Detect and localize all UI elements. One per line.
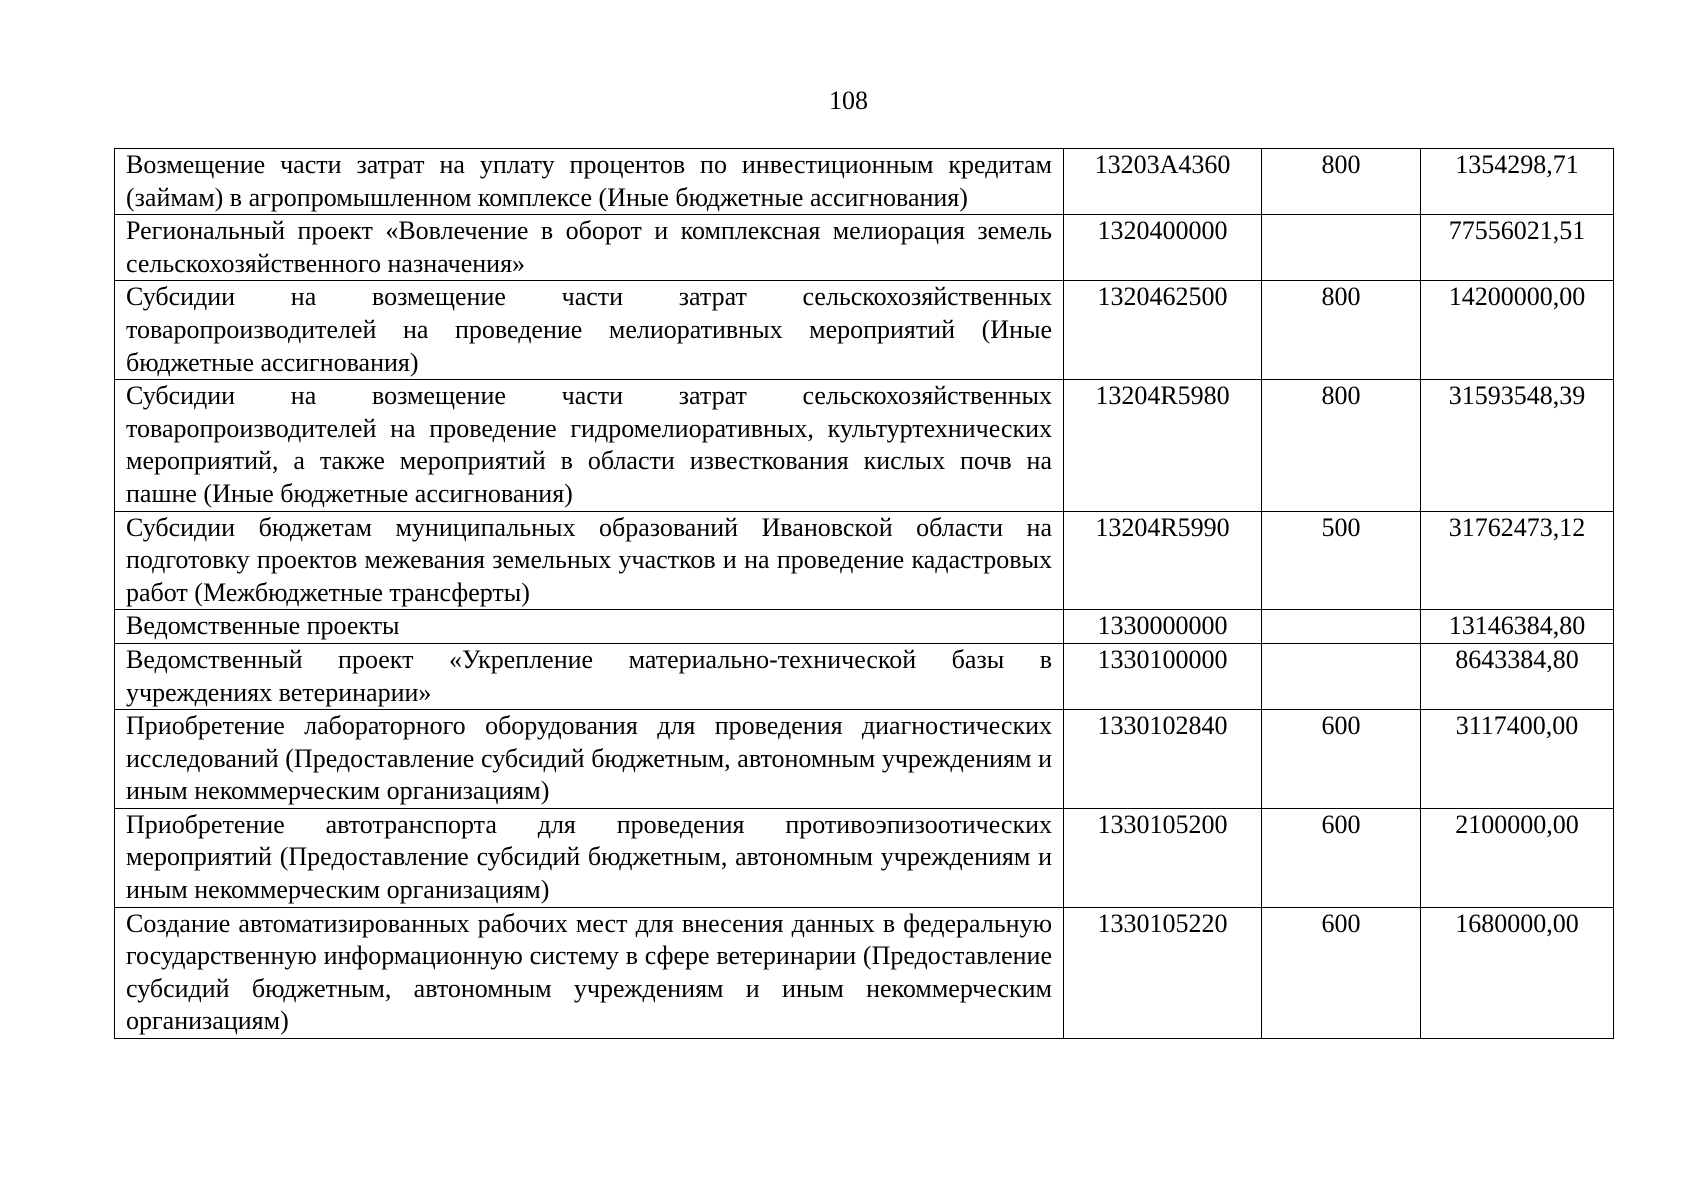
table-row <box>115 643 1614 709</box>
amount-cell: 77556021,51 <box>1421 215 1614 281</box>
amount-cell: 1354298,71 <box>1421 149 1614 215</box>
table-row <box>115 511 1614 610</box>
table-row <box>115 380 1614 511</box>
amount-cell: 14200000,00 <box>1421 281 1614 380</box>
amount-cell: 31593548,39 <box>1421 380 1614 511</box>
table-row <box>115 610 1614 644</box>
table-row <box>115 907 1614 1038</box>
expense-name-cell: Создание автоматизированных рабочих мест для внесения данных в федеральную государственную информационную систему в сфере ветеринарии (Предоставление субсидий бюджетным, автономным учреждениям и иным некоммерческим организациям) <box>115 907 1064 1038</box>
expense-type-cell: 500 <box>1262 511 1421 610</box>
amount-cell: 3117400,00 <box>1421 710 1614 809</box>
expense-name-cell: Региональный проект «Вовлечение в оборот и комплексная мелиорация земель сельскохозяйственного назначения» <box>115 215 1064 281</box>
target-article-code-cell: 1320400000 <box>1064 215 1262 281</box>
target-article-code-cell: 1330105200 <box>1064 808 1262 907</box>
expense-name-cell: Возмещение части затрат на уплату процентов по инвестиционным кредитам (займам) в агропромышленном комплексе (Иные бюджетные ассигнования) <box>115 149 1064 215</box>
expense-type-cell: 800 <box>1262 281 1421 380</box>
expense-name-cell: Ведомственный проект «Укрепление материально-технической базы в учреждениях ветеринарии» <box>115 643 1064 709</box>
budget-table-body <box>115 149 1614 1039</box>
budget-table <box>114 148 1614 1039</box>
amount-cell: 31762473,12 <box>1421 511 1614 610</box>
table-row <box>115 710 1614 809</box>
amount-cell: 8643384,80 <box>1421 643 1614 709</box>
expense-name-cell: Приобретение лабораторного оборудования для проведения диагностических исследований (Предоставление субсидий бюджетным, автономным учреждениям и иным некоммерческим организациям) <box>115 710 1064 809</box>
expense-type-cell: 800 <box>1262 149 1421 215</box>
expense-type-cell: 800 <box>1262 380 1421 511</box>
expense-name-cell: Субсидии на возмещение части затрат сельскохозяйственных товаропроизводителей на проведение мелиоративных мероприятий (Иные бюджетные ассигнования) <box>115 281 1064 380</box>
target-article-code-cell: 13203А4360 <box>1064 149 1262 215</box>
expense-name-cell: Субсидии бюджетам муниципальных образований Ивановской области на подготовку проектов межевания земельных участков и на проведение кадастровых работ (Межбюджетные трансферты) <box>115 511 1064 610</box>
amount-cell: 13146384,80 <box>1421 610 1614 644</box>
expense-type-cell: 600 <box>1262 710 1421 809</box>
amount-cell: 1680000,00 <box>1421 907 1614 1038</box>
page-number: 108 <box>829 86 868 115</box>
expense-name-cell: Приобретение автотранспорта для проведения противоэпизоотических мероприятий (Предоставление субсидий бюджетным, автономным учреждениям и иным некоммерческим организациям) <box>115 808 1064 907</box>
target-article-code-cell: 1320462500 <box>1064 281 1262 380</box>
expense-type-cell: 600 <box>1262 907 1421 1038</box>
target-article-code-cell: 13204R5990 <box>1064 511 1262 610</box>
table-row <box>115 281 1614 380</box>
target-article-code-cell: 1330000000 <box>1064 610 1262 644</box>
table-row <box>115 149 1614 215</box>
expense-type-cell <box>1262 643 1421 709</box>
amount-cell: 2100000,00 <box>1421 808 1614 907</box>
expense-name-cell: Субсидии на возмещение части затрат сельскохозяйственных товаропроизводителей на проведение гидромелиоративных, культуртехнических мероприятий, а также мероприятий в области известкования кислых почв на пашне (Иные бюджетные ассигнования) <box>115 380 1064 511</box>
target-article-code-cell: 13204R5980 <box>1064 380 1262 511</box>
expense-name-cell: Ведомственные проекты <box>115 610 1064 644</box>
target-article-code-cell: 1330105220 <box>1064 907 1262 1038</box>
expense-type-cell <box>1262 215 1421 281</box>
target-article-code-cell: 1330100000 <box>1064 643 1262 709</box>
table-row <box>115 215 1614 281</box>
target-article-code-cell: 1330102840 <box>1064 710 1262 809</box>
table-row <box>115 808 1614 907</box>
expense-type-cell <box>1262 610 1421 644</box>
expense-type-cell: 600 <box>1262 808 1421 907</box>
